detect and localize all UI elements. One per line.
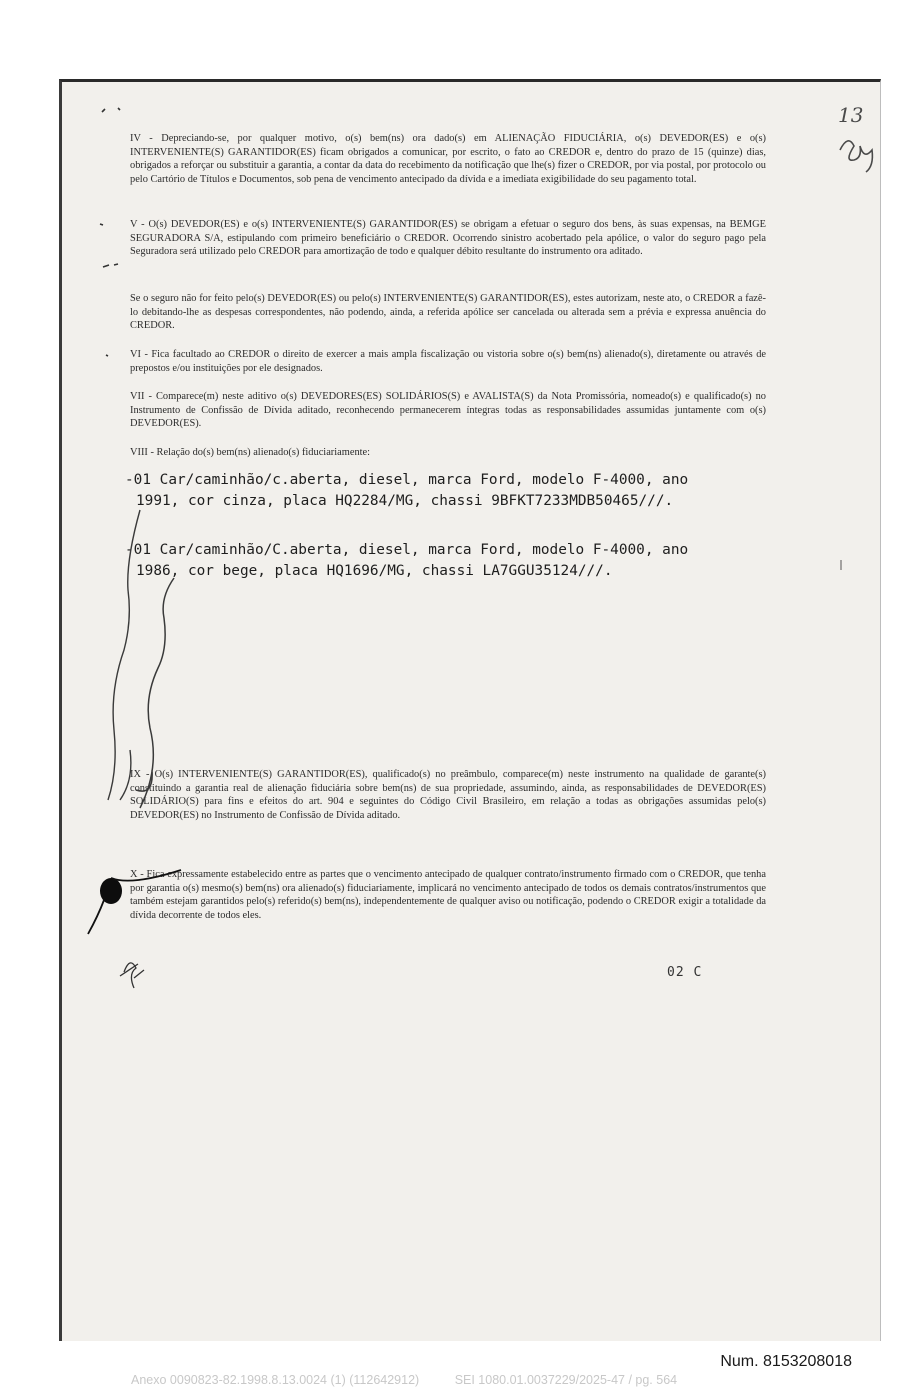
sei-reference: SEI 1080.01.0037229/2025-47 / pg. 564: [454, 1373, 678, 1387]
vehicle-item: [125, 540, 775, 582]
scanned-page: [59, 79, 881, 1341]
clause-v-insurance: Se o seguro não for feito pelo(s) DEVEDOR(ES) ou pelo(s) INTERVENIENTE(S) GARANTIDOR(ES), estes autorizam, neste ato, o CREDOR a fazê-lo debitando-lhe as despesas correspondentes, não podendo, ainda, a referida apólice ser cancelada ou alterada sem a prévia e expressa anuência do CREDOR.: [130, 293, 766, 332]
vehicle-line: -01 Car/caminhão/C.aberta, diesel, marca Ford, modelo F-4000, ano: [125, 542, 689, 558]
clause-ix: IX - O(s) INTERVENIENTE(S) GARANTIDOR(ES), qualificado(s) no preâmbulo, comparece(m) neste instrumento na qualidade de garante(s) constituindo a garantia real de alienação fiduciária sobre bem(ns) de sua propriedade, assumindo, ainda, as responsabilidades de DEVEDOR(ES) SOLIDÁRIO(S) para fins e efeitos do art. 904 e seguintes do Código Civil Brasileiro, em relação a todas as obrigações assumidas pelo(s) DEVEDOR(ES) no Instrumento de Confissão de Dívida aditado.: [130, 769, 766, 821]
clause-x: X - Fica expressamente estabelecido entre as partes que o vencimento antecipado de qualquer contrato/instrumento firmado com o CREDOR, que tenha por garantia o(s) mesmo(s) bem(ns) ora alienado(s) fiduciariamente, implicará no vencimento antecipado de todos os demais contratos/instrumentos que também estejam garantidos pelo(s) referido(s) bem(ns), independentemente de qualquer aviso ou notificação, podendo o CREDOR exigir a totalidade da dívida decorrente de todos eles.: [130, 869, 766, 921]
vehicle-item: [125, 470, 775, 512]
page-number-mark: 13: [838, 103, 864, 127]
clause-iv: IV - Depreciando-se, por qualquer motivo, o(s) bem(ns) ora dado(s) em ALIENAÇÃO FIDUCIÁRIA, o(s) DEVEDOR(ES) e o(s) INTERVENIENTE(S) GARANTIDOR(ES) ficam obrigados a comunicar, por escrito, o fato ao CREDOR e, dentro do prazo de 15 (quinze) dias, obrigados a reforçar ou substituir a garantia, a contar da data do recebimento da notificação que lhe(s) fizer o CREDOR, por via postal, por protocolo ou pelo Cartório de Títulos e Documentos, sob pena de vencimento antecipado da dívida e a imediata exigibilidade do seu pagamento total.: [130, 133, 766, 185]
vehicle-line: -01 Car/caminhão/c.aberta, diesel, marca Ford, modelo F-4000, ano: [125, 472, 689, 488]
vehicle-line: 1991, cor cinza, placa HQ2284/MG, chassi 9BFKT7233MDB50465///.: [136, 493, 674, 509]
page-code: 02 C: [667, 965, 703, 980]
footer-watermark: [131, 1373, 709, 1387]
vehicle-line: 1986, cor bege, placa HQ1696/MG, chassi LA7GGU35124///.: [136, 563, 613, 579]
clause-viii: VIII - Relação do(s) bem(ns) alienado(s) fiduciariamente:: [130, 447, 371, 458]
clause-v: V - O(s) DEVEDOR(ES) e o(s) INTERVENIENTE(S) GARANTIDOR(ES) se obrigam a efetuar o seguro dos bens, às suas expensas, na BEMGE SEGURADORA S/A, estipulando com primeiro beneficiário o CREDOR. Ocorrendo sinistro acobertado pela apólice, o valor do seguro pago pela Seguradora será utilizado pelo CREDOR para amortização de todo e qualquer débito resultante do instrumento ora aditado.: [130, 219, 766, 258]
annex-reference: Anexo 0090823-82.1998.8.13.0024 (1) (112642912): [131, 1373, 420, 1387]
document-number: Num. 8153208018: [720, 1353, 852, 1370]
clause-vii: VII - Comparece(m) neste aditivo o(s) DEVEDORES(ES) SOLIDÁRIOS(S) e AVALISTA(S) da Nota Promissória, nomeado(s) e qualificado(s) no Instrumento de Confissão de Dívida aditado, reconhecendo permanecerem íntegras todas as responsabilidades assumidas juntamente com o(s) DEVEDOR(ES).: [130, 391, 766, 430]
clause-vi: VI - Fica facultado ao CREDOR o direito de exercer a mais ampla fiscalização ou vistoria sobre o(s) bem(ns) alienado(s), diretamente ou através de prepostos e/ou instituições por ele designados.: [130, 349, 766, 374]
